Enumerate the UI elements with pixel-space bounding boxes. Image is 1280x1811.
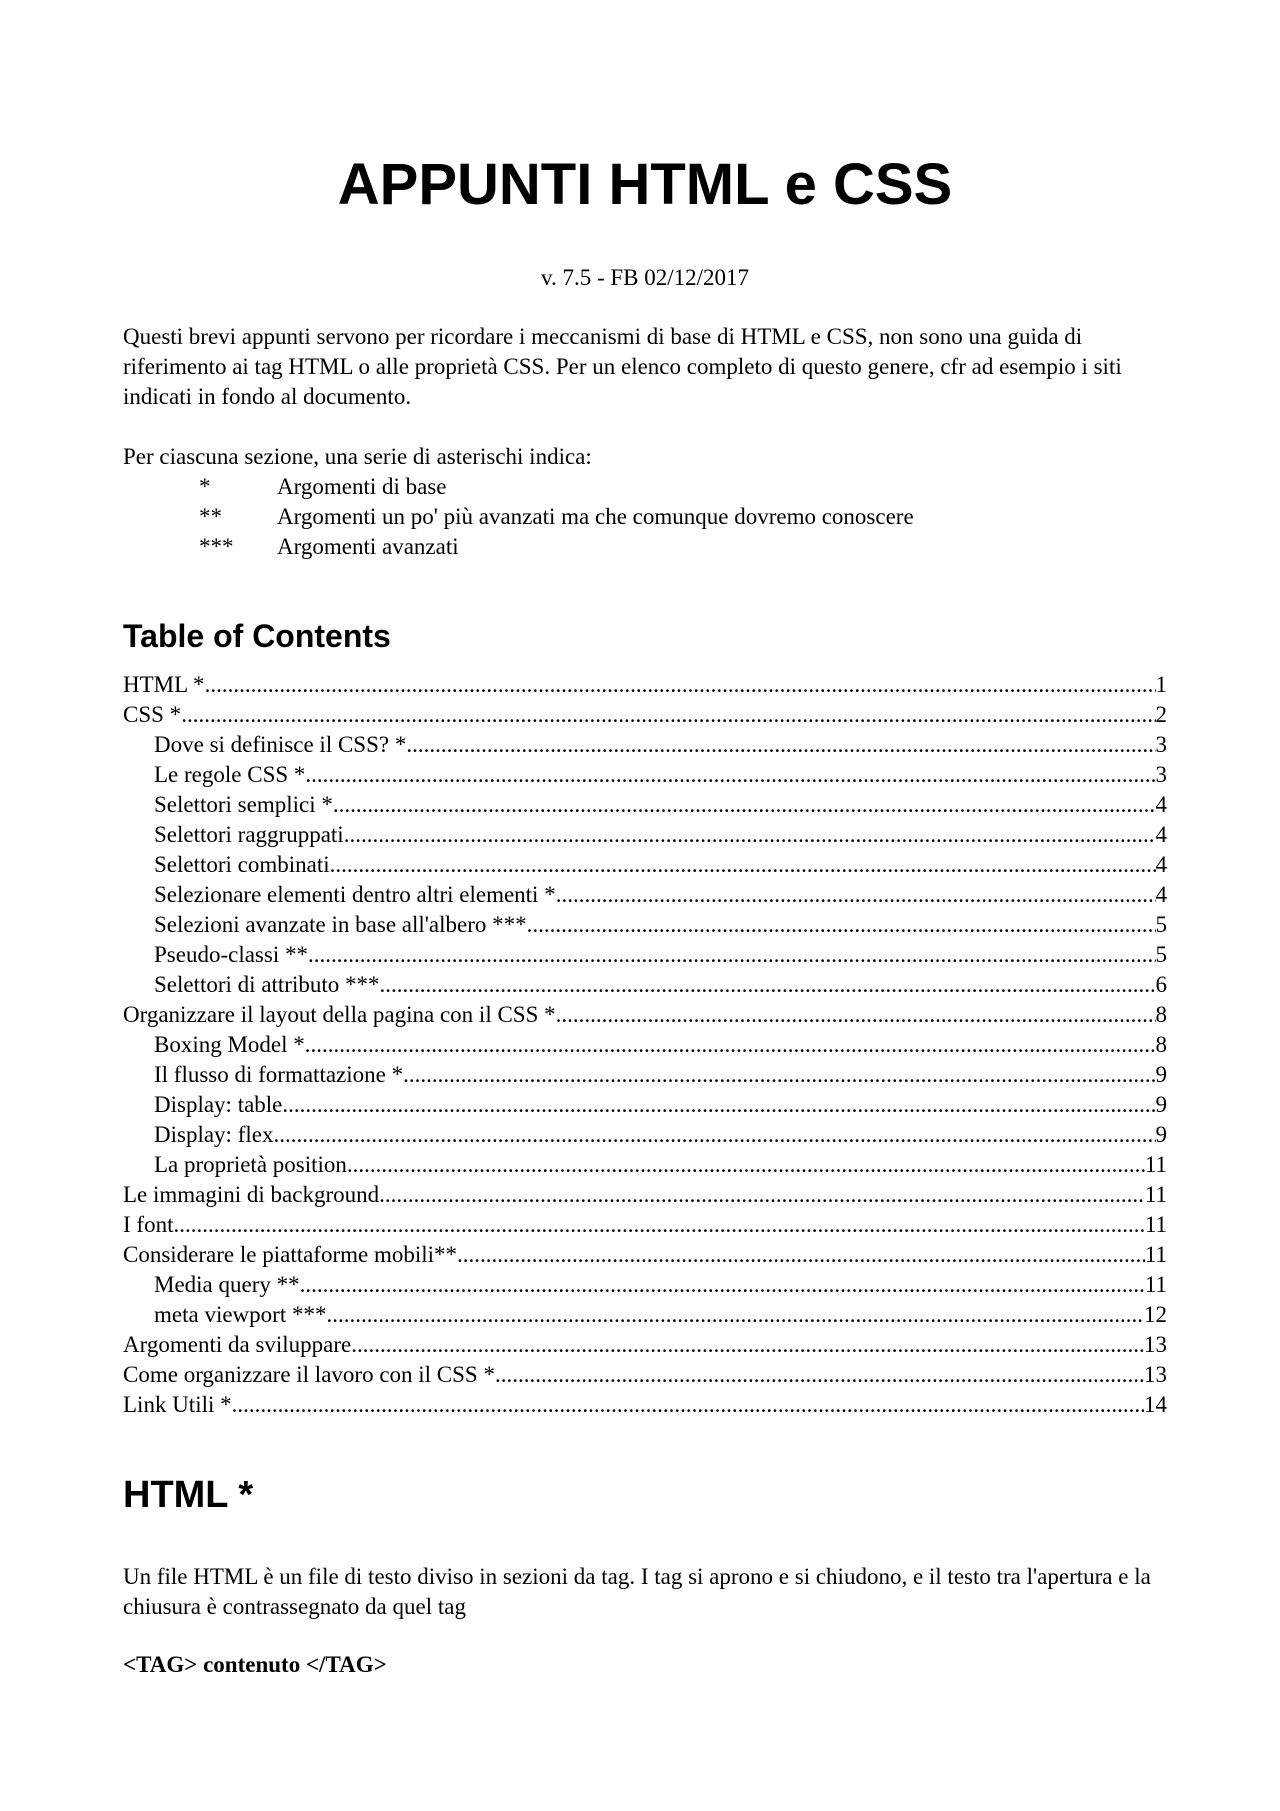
toc-entry-page: 12 [1144,1302,1167,1327]
toc-leader-dots [495,1360,1144,1390]
toc-entry-page: 3 [1155,762,1167,787]
toc-entry-page: 6 [1155,972,1167,997]
toc-entry-page: 5 [1155,942,1167,967]
legend-mark: * [199,474,211,499]
toc-entry-page: 11 [1144,1212,1167,1237]
toc-leader-dots [556,1000,1156,1030]
toc-entry-title: Il flusso di formattazione * [154,1062,404,1087]
toc-leader-dots [344,820,1156,850]
toc-entry-page: 8 [1155,1002,1167,1027]
toc-entry[interactable] [123,1060,1167,1090]
toc-entry-title: CSS * [123,702,182,727]
toc-entry[interactable] [123,880,1167,910]
toc-entry-page: 11 [1144,1242,1167,1267]
toc-entry-title: Pseudo-classi ** [154,942,308,967]
toc-entry[interactable] [123,1330,1167,1360]
toc-leader-dots [282,1090,1155,1120]
toc-entry-page: 5 [1155,912,1167,937]
document-title: APPUNTI HTML e CSS [337,152,953,217]
toc-leader-dots [379,1180,1145,1210]
toc-entry-title: Display: table [154,1092,283,1117]
toc-entry[interactable] [123,1120,1167,1150]
toc-entry[interactable] [123,790,1167,820]
toc-entry[interactable] [123,1180,1167,1210]
toc-entry[interactable] [123,700,1167,730]
document-version: v. 7.5 - FB 02/12/2017 [540,265,750,290]
toc-entry-title: HTML * [123,672,205,697]
toc-leader-dots [173,1210,1144,1240]
toc-entry[interactable] [123,850,1167,880]
toc-leader-dots [347,1150,1145,1180]
legend-lead: Per ciascuna sezione, una serie di asterischi indica: [123,444,592,469]
toc-entry[interactable] [123,1240,1167,1270]
toc-entry[interactable] [123,1030,1167,1060]
toc-leader-dots [326,1300,1144,1330]
toc-entry-title: Dove si definisce il CSS? * [154,732,407,757]
toc-entry-title: Organizzare il layout della pagina con il CSS * [123,1002,556,1027]
toc-leader-dots [305,1030,1156,1060]
toc-entry-page: 13 [1144,1362,1167,1387]
toc-entry-page: 2 [1155,702,1167,727]
toc-entry[interactable] [123,970,1167,1000]
legend-text: Argomenti avanzati [277,534,459,559]
toc-entry-title: I font [123,1212,174,1237]
toc-entry-title: Link Utili * [123,1392,232,1417]
toc-entry-title: Media query ** [154,1272,300,1297]
toc-entry-title: La proprietà position [154,1152,347,1177]
intro-paragraph: Questi brevi appunti servono per ricordare i meccanismi di base di HTML e CSS, non sono una guida di riferimento ai tag HTML o alle proprietà CSS. Per un elenco completo di questo genere, cfr ad esempio i siti indicati in fondo al documento. [123,324,1122,409]
toc-entry[interactable] [123,730,1167,760]
toc-entry-title: Argomenti da sviluppare [123,1332,352,1357]
legend-row [199,532,914,562]
toc-entry-page: 9 [1155,1122,1167,1147]
toc-entry-title: Boxing Model * [154,1032,305,1057]
toc-entry-title: Selettori semplici * [154,792,333,817]
toc-entry-page: 4 [1155,822,1167,847]
legend-row [199,502,914,532]
toc-entry-page: 13 [1144,1332,1167,1357]
toc-entry-page: 11 [1144,1182,1167,1207]
legend-mark: *** [199,534,234,559]
toc-entry[interactable] [123,1360,1167,1390]
table-of-contents [123,670,1167,1420]
toc-entry[interactable] [123,1390,1167,1420]
toc-entry[interactable] [123,820,1167,850]
toc-entry[interactable] [123,1210,1167,1240]
toc-leader-dots [308,940,1156,970]
toc-entry-page: 4 [1155,852,1167,877]
toc-entry-page: 14 [1144,1392,1167,1417]
toc-leader-dots [205,670,1156,700]
toc-entry-title: Le immagini di background [123,1182,380,1207]
toc-leader-dots [457,1240,1145,1270]
toc-leader-dots [273,1120,1155,1150]
toc-heading: Table of Contents [123,618,391,654]
legend-mark: ** [199,504,222,529]
toc-entry[interactable] [123,1300,1167,1330]
toc-entry-page: 8 [1155,1032,1167,1057]
toc-leader-dots [305,760,1155,790]
toc-entry-page: 9 [1155,1092,1167,1117]
toc-leader-dots [406,730,1155,760]
toc-leader-dots [527,910,1156,940]
toc-leader-dots [300,1270,1145,1300]
toc-entry-title: meta viewport *** [154,1302,327,1327]
toc-leader-dots [333,790,1156,820]
toc-entry-title: Selezionare elementi dentro altri elementi * [154,882,556,907]
toc-entry-page: 9 [1155,1062,1167,1087]
toc-entry[interactable] [123,670,1167,700]
legend-row [199,472,914,502]
toc-entry-title: Selettori di attributo *** [154,972,380,997]
toc-leader-dots [380,970,1156,1000]
toc-entry-title: Selettori raggruppati [154,822,344,847]
section-paragraph: Un file HTML è un file di testo diviso in sezioni da tag. I tag si aprono e si chiudono, e il testo tra l'apertura e la chiusura è contrassegnato da quel tag [123,1564,1151,1619]
toc-entry-page: 3 [1155,732,1167,757]
toc-leader-dots [351,1330,1144,1360]
toc-entry-title: Display: flex [154,1122,274,1147]
legend-text: Argomenti un po' più avanzati ma che comunque dovremo conoscere [277,504,914,529]
toc-entry-page: 4 [1155,882,1167,907]
toc-entry[interactable] [123,760,1167,790]
toc-leader-dots [556,880,1156,910]
toc-entry-page: 11 [1144,1152,1167,1177]
toc-entry[interactable] [123,910,1167,940]
toc-entry[interactable] [123,1150,1167,1180]
toc-entry-title: Selettori combinati [154,852,330,877]
toc-leader-dots [181,700,1155,730]
legend-text: Argomenti di base [277,474,447,499]
toc-entry[interactable] [123,1270,1167,1300]
toc-entry-page: 1 [1155,672,1167,697]
toc-entry-title: Selezioni avanzate in base all'albero *** [154,912,527,937]
toc-entry-title: Come organizzare il lavoro con il CSS * [123,1362,495,1387]
toc-entry-page: 4 [1155,792,1167,817]
toc-entry-title: Considerare le piattaforme mobili** [123,1242,458,1267]
toc-leader-dots [330,850,1156,880]
toc-entry-title: Le regole CSS * [154,762,306,787]
section-heading: HTML * [123,1474,254,1516]
toc-entry-page: 11 [1144,1272,1167,1297]
toc-entry[interactable] [123,1000,1167,1030]
tag-example: <TAG> contenuto </TAG> [123,1652,387,1677]
toc-entry[interactable] [123,940,1167,970]
toc-leader-dots [403,1060,1155,1090]
toc-leader-dots [232,1390,1144,1420]
asterisk-legend [199,472,914,562]
toc-entry[interactable] [123,1090,1167,1120]
